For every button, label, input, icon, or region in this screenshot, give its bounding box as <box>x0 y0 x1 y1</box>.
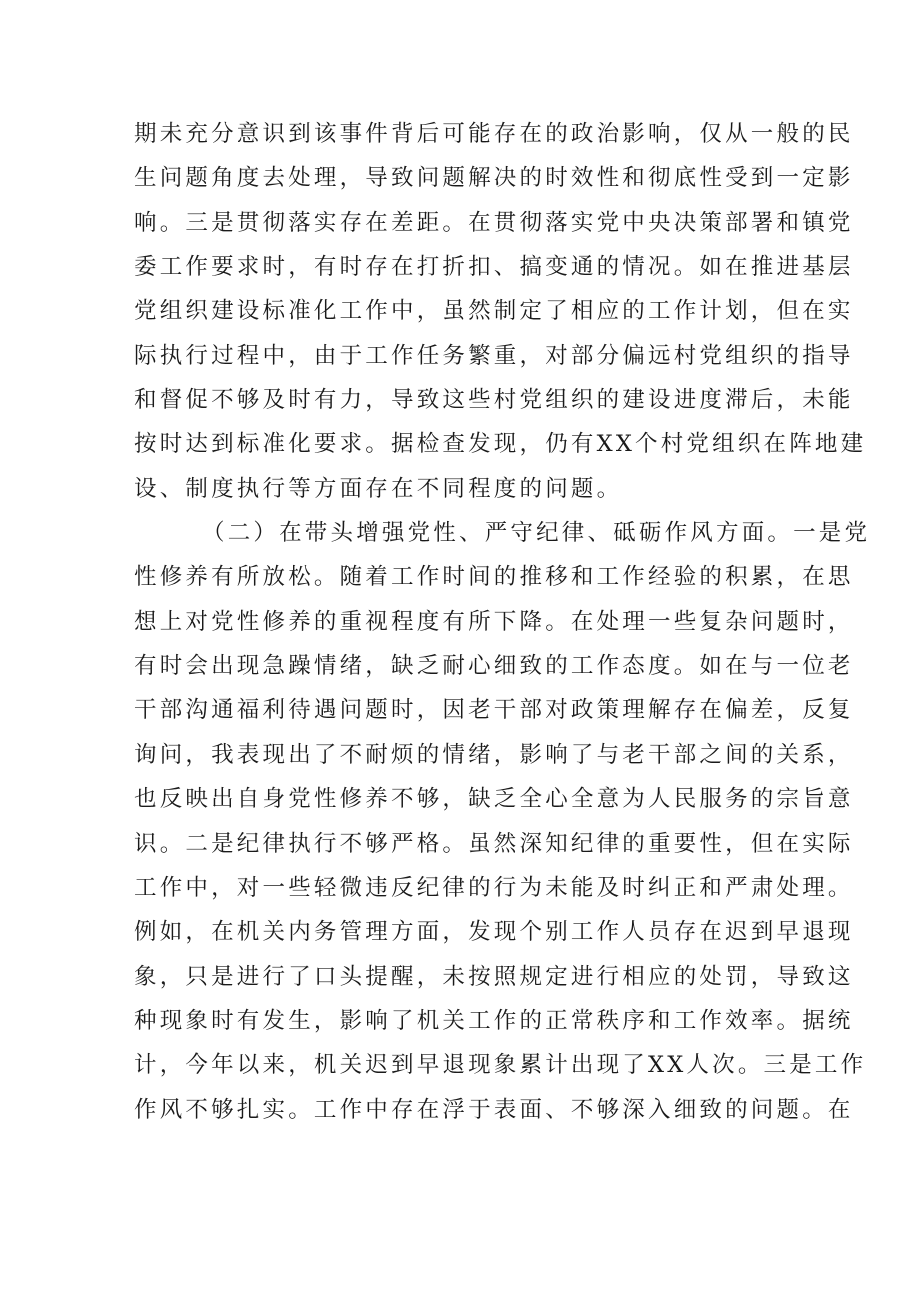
text-line: 计，今年以来，机关迟到早退现象累计出现了XX人次。三是工作 <box>134 1052 867 1079</box>
section-heading-line: （二）在带头增强党性、严守纪律、砥砺作风方面。一是党 <box>202 520 871 547</box>
text-line: 党组织建设标准化工作中，虽然制定了相应的工作计划，但在实 <box>134 298 854 325</box>
text-line: 识。二是纪律执行不够严格。虽然深知纪律的重要性，但在实际 <box>134 830 854 857</box>
text-line: 象，只是进行了口头提醒，未按照规定进行相应的处罚，导致这 <box>134 963 854 990</box>
text-line: 种现象时有发生，影响了机关工作的正常秩序和工作效率。据统 <box>134 1007 854 1034</box>
text-line: 委工作要求时，有时存在打折扣、搞变通的情况。如在推进基层 <box>134 254 854 281</box>
text-line: 期未充分意识到该事件背后可能存在的政治影响，仅从一般的民 <box>134 121 854 147</box>
text-line: 际执行过程中，由于工作任务繁重，对部分偏远村党组织的指导 <box>134 342 854 369</box>
text-line: 响。三是贯彻落实存在差距。在贯彻落实党中央决策部署和镇党 <box>134 209 854 236</box>
text-line: 想上对党性修养的重视程度有所下降。在处理一些复杂问题时， <box>134 608 854 635</box>
text-line: 询问，我表现出了不耐烦的情绪，影响了与老干部之间的关系， <box>134 741 854 768</box>
document-body <box>134 112 871 1132</box>
text-line: 性修养有所放松。随着工作时间的推移和工作经验的积累，在思 <box>134 564 854 591</box>
text-line: 有时会出现急躁情绪，缺乏耐心细致的工作态度。如在与一位老 <box>134 653 854 680</box>
text-line: 和督促不够及时有力，导致这些村党组织的建设进度滞后，未能 <box>134 387 854 414</box>
text-line: 工作中，对一些轻微违反纪律的行为未能及时纠正和严肃处理。 <box>134 874 854 901</box>
text-line: 也反映出自身党性修养不够，缺乏全心全意为人民服务的宗旨意 <box>134 786 854 813</box>
text-line: 生问题角度去处理，导致问题解决的时效性和彻底性受到一定影 <box>134 165 854 192</box>
text-line: 设、制度执行等方面存在不同程度的问题。 <box>134 475 623 502</box>
text-line: 作风不够扎实。工作中存在浮于表面、不够深入细致的问题。在 <box>134 1096 854 1123</box>
text-line: 例如，在机关内务管理方面，发现个别工作人员存在迟到早退现 <box>134 919 854 946</box>
text-line: 按时达到标准化要求。据检查发现，仍有XX个村党组织在阵地建 <box>134 431 867 458</box>
text-line: 干部沟通福利待遇问题时，因老干部对政策理解存在偏差，反复 <box>134 697 854 724</box>
